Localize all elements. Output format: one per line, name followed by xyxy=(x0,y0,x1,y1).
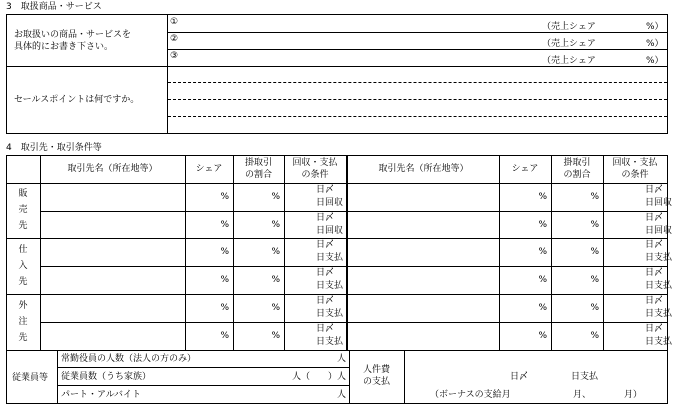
term-close: 日〆 xyxy=(645,240,664,250)
term-pay: 日支払 xyxy=(316,337,344,347)
ratio-pct: % xyxy=(590,331,599,341)
ratio-pct: % xyxy=(271,275,280,285)
employee-row-label: 従業員数（うち家族） xyxy=(61,372,152,382)
payroll-label: 人件費 xyxy=(362,365,390,375)
header-terms: の条件 xyxy=(621,170,649,180)
divider xyxy=(404,350,405,404)
divider xyxy=(6,155,668,156)
divider xyxy=(6,403,668,404)
group-label: 先 xyxy=(18,333,28,343)
term-pay: 日支払 xyxy=(645,253,673,263)
term-pay: 日回収 xyxy=(316,198,344,208)
group-label: 販 xyxy=(18,189,28,199)
ratio-pct: % xyxy=(271,331,280,341)
ratio-pct: % xyxy=(271,192,280,202)
group-label: 先 xyxy=(18,277,28,287)
term-close: 日〆 xyxy=(316,324,335,334)
header-ratio: 掛取引 xyxy=(563,158,591,168)
divider xyxy=(6,66,668,67)
term-close: 日〆 xyxy=(645,268,664,278)
share-pct: % xyxy=(538,192,547,202)
divider xyxy=(6,14,7,134)
share-pct: %） xyxy=(646,22,664,32)
term-pay: 日回収 xyxy=(645,226,673,236)
bonus-month: 月、 xyxy=(573,390,592,400)
term-close: 日〆 xyxy=(645,324,664,334)
header-terms: 回収・支払 xyxy=(292,158,338,168)
employee-row-label: パート・アルバイト xyxy=(61,390,142,400)
divider xyxy=(40,266,668,267)
share-pct: % xyxy=(220,275,229,285)
term-pay: 日支払 xyxy=(316,281,344,291)
divider xyxy=(6,133,668,134)
term-pay: 日支払 xyxy=(645,309,673,319)
bonus-month: 月） xyxy=(624,390,643,400)
share-pct: % xyxy=(538,275,547,285)
divider xyxy=(57,350,58,404)
ratio-pct: % xyxy=(590,247,599,257)
share-pct: % xyxy=(538,247,547,257)
term-pay: 日支払 xyxy=(645,281,673,291)
ratio-pct: % xyxy=(590,192,599,202)
group-label: 注 xyxy=(18,317,28,327)
divider xyxy=(57,367,350,368)
header-ratio: 掛取引 xyxy=(244,158,272,168)
bonus-label: （ボーナスの支給月 xyxy=(430,390,511,400)
header-name: 取引先名（所在地等） xyxy=(67,164,158,174)
item-number: ② xyxy=(170,34,179,44)
share-pct: % xyxy=(220,192,229,202)
payroll-label: の支払 xyxy=(362,377,390,387)
share-pct: % xyxy=(538,331,547,341)
share-label: （売上シェア xyxy=(542,56,596,66)
term-close: 日〆 xyxy=(645,213,664,223)
group-label: 入 xyxy=(18,261,28,271)
share-label: （売上シェア xyxy=(542,39,596,49)
term-close: 日〆 xyxy=(645,185,664,195)
selling-point-label: セールスポイントは何ですか。 xyxy=(14,95,140,105)
section3-heading: 3 取扱商品・サービス xyxy=(6,2,102,12)
term-pay: 日支払 xyxy=(316,309,344,319)
share-pct: % xyxy=(220,247,229,257)
divider xyxy=(6,14,668,15)
employee-row-unit: 人 xyxy=(336,390,346,400)
divider xyxy=(167,49,668,50)
term-close: 日〆 xyxy=(316,296,335,306)
write-line xyxy=(168,99,667,100)
employees-label: 従業員等 xyxy=(12,373,49,383)
divider xyxy=(603,155,604,351)
header-ratio: の割合 xyxy=(563,170,591,180)
term-close: 日〆 xyxy=(316,185,335,195)
divider xyxy=(6,350,668,351)
group-label: 売 xyxy=(18,205,28,215)
payroll-pay: 日支払 xyxy=(571,372,599,382)
group-label: 仕 xyxy=(18,245,28,255)
divider xyxy=(284,155,285,351)
header-share: シェア xyxy=(195,164,223,174)
term-pay: 日支払 xyxy=(645,337,673,347)
item-number: ③ xyxy=(170,51,179,61)
share-pct: % xyxy=(220,220,229,230)
term-close: 日〆 xyxy=(316,213,335,223)
divider xyxy=(667,155,668,404)
share-pct: % xyxy=(220,331,229,341)
products-label: 具体的にお書き下さい。 xyxy=(14,42,114,52)
term-pay: 日支払 xyxy=(316,253,344,263)
employee-row-label: 常勤役員の人数（法人の方のみ） xyxy=(61,354,197,364)
header-share: シェア xyxy=(511,164,539,174)
divider xyxy=(40,211,668,212)
group-label: 外 xyxy=(18,301,28,311)
share-pct: %） xyxy=(646,39,664,49)
payroll-close: 日〆 xyxy=(510,372,529,382)
ratio-pct: % xyxy=(271,220,280,230)
divider xyxy=(6,294,668,295)
share-pct: % xyxy=(538,303,547,313)
divider xyxy=(40,155,41,351)
share-pct: % xyxy=(220,303,229,313)
write-line xyxy=(168,116,667,117)
employee-row-unit: 人（ ）人 xyxy=(291,372,346,382)
share-label: （売上シェア xyxy=(542,22,596,32)
products-label: お取扱いの商品・サービスを xyxy=(14,30,132,40)
term-pay: 日回収 xyxy=(645,198,673,208)
employee-row-unit: 人 xyxy=(336,354,346,364)
header-ratio: の割合 xyxy=(244,170,272,180)
share-pct: % xyxy=(538,220,547,230)
write-line xyxy=(168,82,667,83)
divider xyxy=(57,385,350,386)
divider xyxy=(346,155,348,351)
header-name: 取引先名（所在地等） xyxy=(378,164,469,174)
header-terms: 回収・支払 xyxy=(612,158,658,168)
group-label: 先 xyxy=(18,221,28,231)
header-terms: の条件 xyxy=(301,170,329,180)
section4-heading: 4 取引先・取引条件等 xyxy=(6,143,102,153)
divider xyxy=(6,238,668,239)
divider xyxy=(167,32,668,33)
term-close: 日〆 xyxy=(645,296,664,306)
term-pay: 日回収 xyxy=(316,226,344,236)
ratio-pct: % xyxy=(590,275,599,285)
divider xyxy=(6,183,668,184)
ratio-pct: % xyxy=(590,220,599,230)
item-number: ① xyxy=(170,17,179,27)
term-close: 日〆 xyxy=(316,268,335,278)
ratio-pct: % xyxy=(271,247,280,257)
ratio-pct: % xyxy=(271,303,280,313)
divider xyxy=(40,322,668,323)
share-pct: %） xyxy=(646,56,664,66)
ratio-pct: % xyxy=(590,303,599,313)
term-close: 日〆 xyxy=(316,240,335,250)
